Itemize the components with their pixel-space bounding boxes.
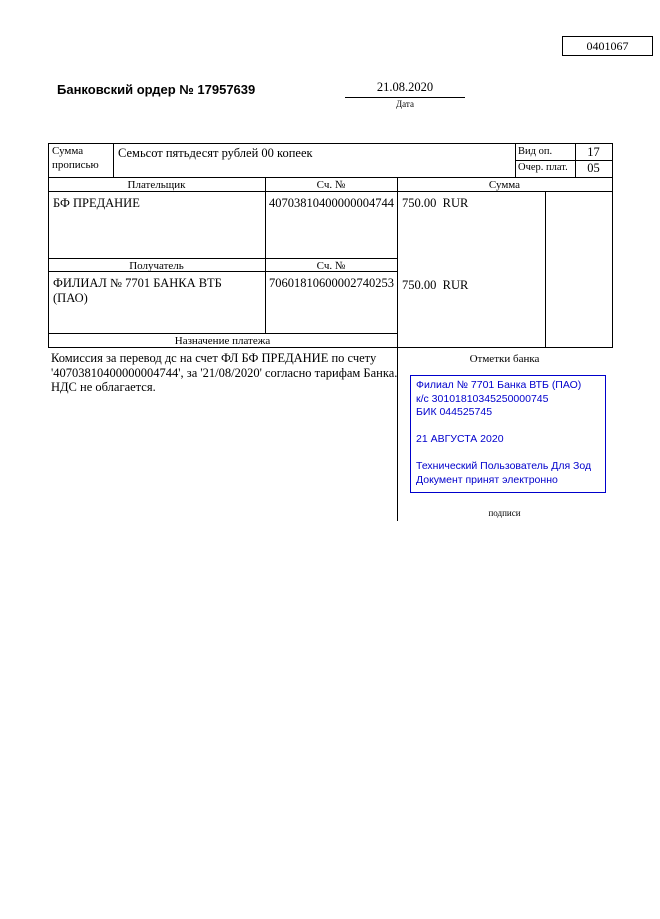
op-type-value: 17 <box>587 145 600 159</box>
signatures-label: подписи <box>488 508 521 518</box>
form-code-box: 0401067 <box>562 36 653 56</box>
table-line <box>612 143 613 348</box>
table-line <box>48 191 613 192</box>
bank-electronic-stamp <box>410 375 606 493</box>
receiver-header: Получатель <box>129 260 184 272</box>
amount-words-label-line2: прописью <box>52 159 99 171</box>
table-line <box>545 191 546 347</box>
payer-amount: 750.00 RUR <box>402 196 469 210</box>
payer-account-header: Сч. № <box>316 179 346 191</box>
amount-in-words: Семьсот пятьдесят рублей 00 копеек <box>118 146 313 160</box>
date-label: Дата <box>396 99 414 109</box>
purpose-header: Назначение платежа <box>174 335 271 347</box>
table-line <box>48 177 613 178</box>
payment-order-value: 05 <box>587 161 600 175</box>
date-block <box>345 80 465 109</box>
amount-words-label-line1: Сумма <box>52 145 84 157</box>
payer-account: 40703810400000004744 <box>269 196 394 210</box>
amount-header: Сумма <box>488 179 521 191</box>
stamp-line: БИК 044525745 <box>416 406 493 418</box>
stamp-line: Документ принят электронно <box>416 473 558 486</box>
stamp-line <box>416 447 600 461</box>
date-value: 21.08.2020 <box>345 80 465 98</box>
table-line <box>113 143 114 177</box>
receiver-name: ФИЛИАЛ № 7701 БАНКА ВТБ (ПАО) <box>53 276 222 305</box>
stamp-line: Технический Пользователь Для Зод <box>416 460 592 472</box>
stamp-line: 21 АВГУСТА 2020 <box>416 433 504 445</box>
op-type-label: Вид оп. <box>518 146 553 157</box>
document-title: Банковский ордер № 17957639 <box>57 82 256 97</box>
bank-marks-header: Отметки банка <box>469 353 540 365</box>
table-line <box>48 143 613 144</box>
table-line <box>397 177 398 347</box>
receiver-amount: 750.00 RUR <box>402 278 469 292</box>
table-line <box>48 258 398 259</box>
payer-name: БФ ПРЕДАНИЕ <box>53 196 140 210</box>
table-line <box>48 143 49 348</box>
table-line <box>48 347 613 348</box>
stamp-line <box>416 420 600 434</box>
table-line <box>48 333 398 334</box>
payment-order-label: Очер. плат. <box>518 162 568 173</box>
table-line <box>515 143 516 177</box>
purpose-text: Комиссия за перевод дс на счет ФЛ БФ ПРЕДАНИЕ по счету '40703810400000004744', за '21/08/2020' согласно тарифам Банка. НДС не облагается. <box>51 351 398 394</box>
stamp-line: Филиал № 7701 Банка ВТБ (ПАО) <box>416 379 582 391</box>
receiver-account-header: Сч. № <box>316 260 346 272</box>
table-line <box>265 177 266 333</box>
receiver-account: 70601810600002740253 <box>269 276 394 290</box>
stamp-line: к/с 30101810345250000745 <box>416 392 549 405</box>
payer-header: Плательщик <box>127 179 186 191</box>
